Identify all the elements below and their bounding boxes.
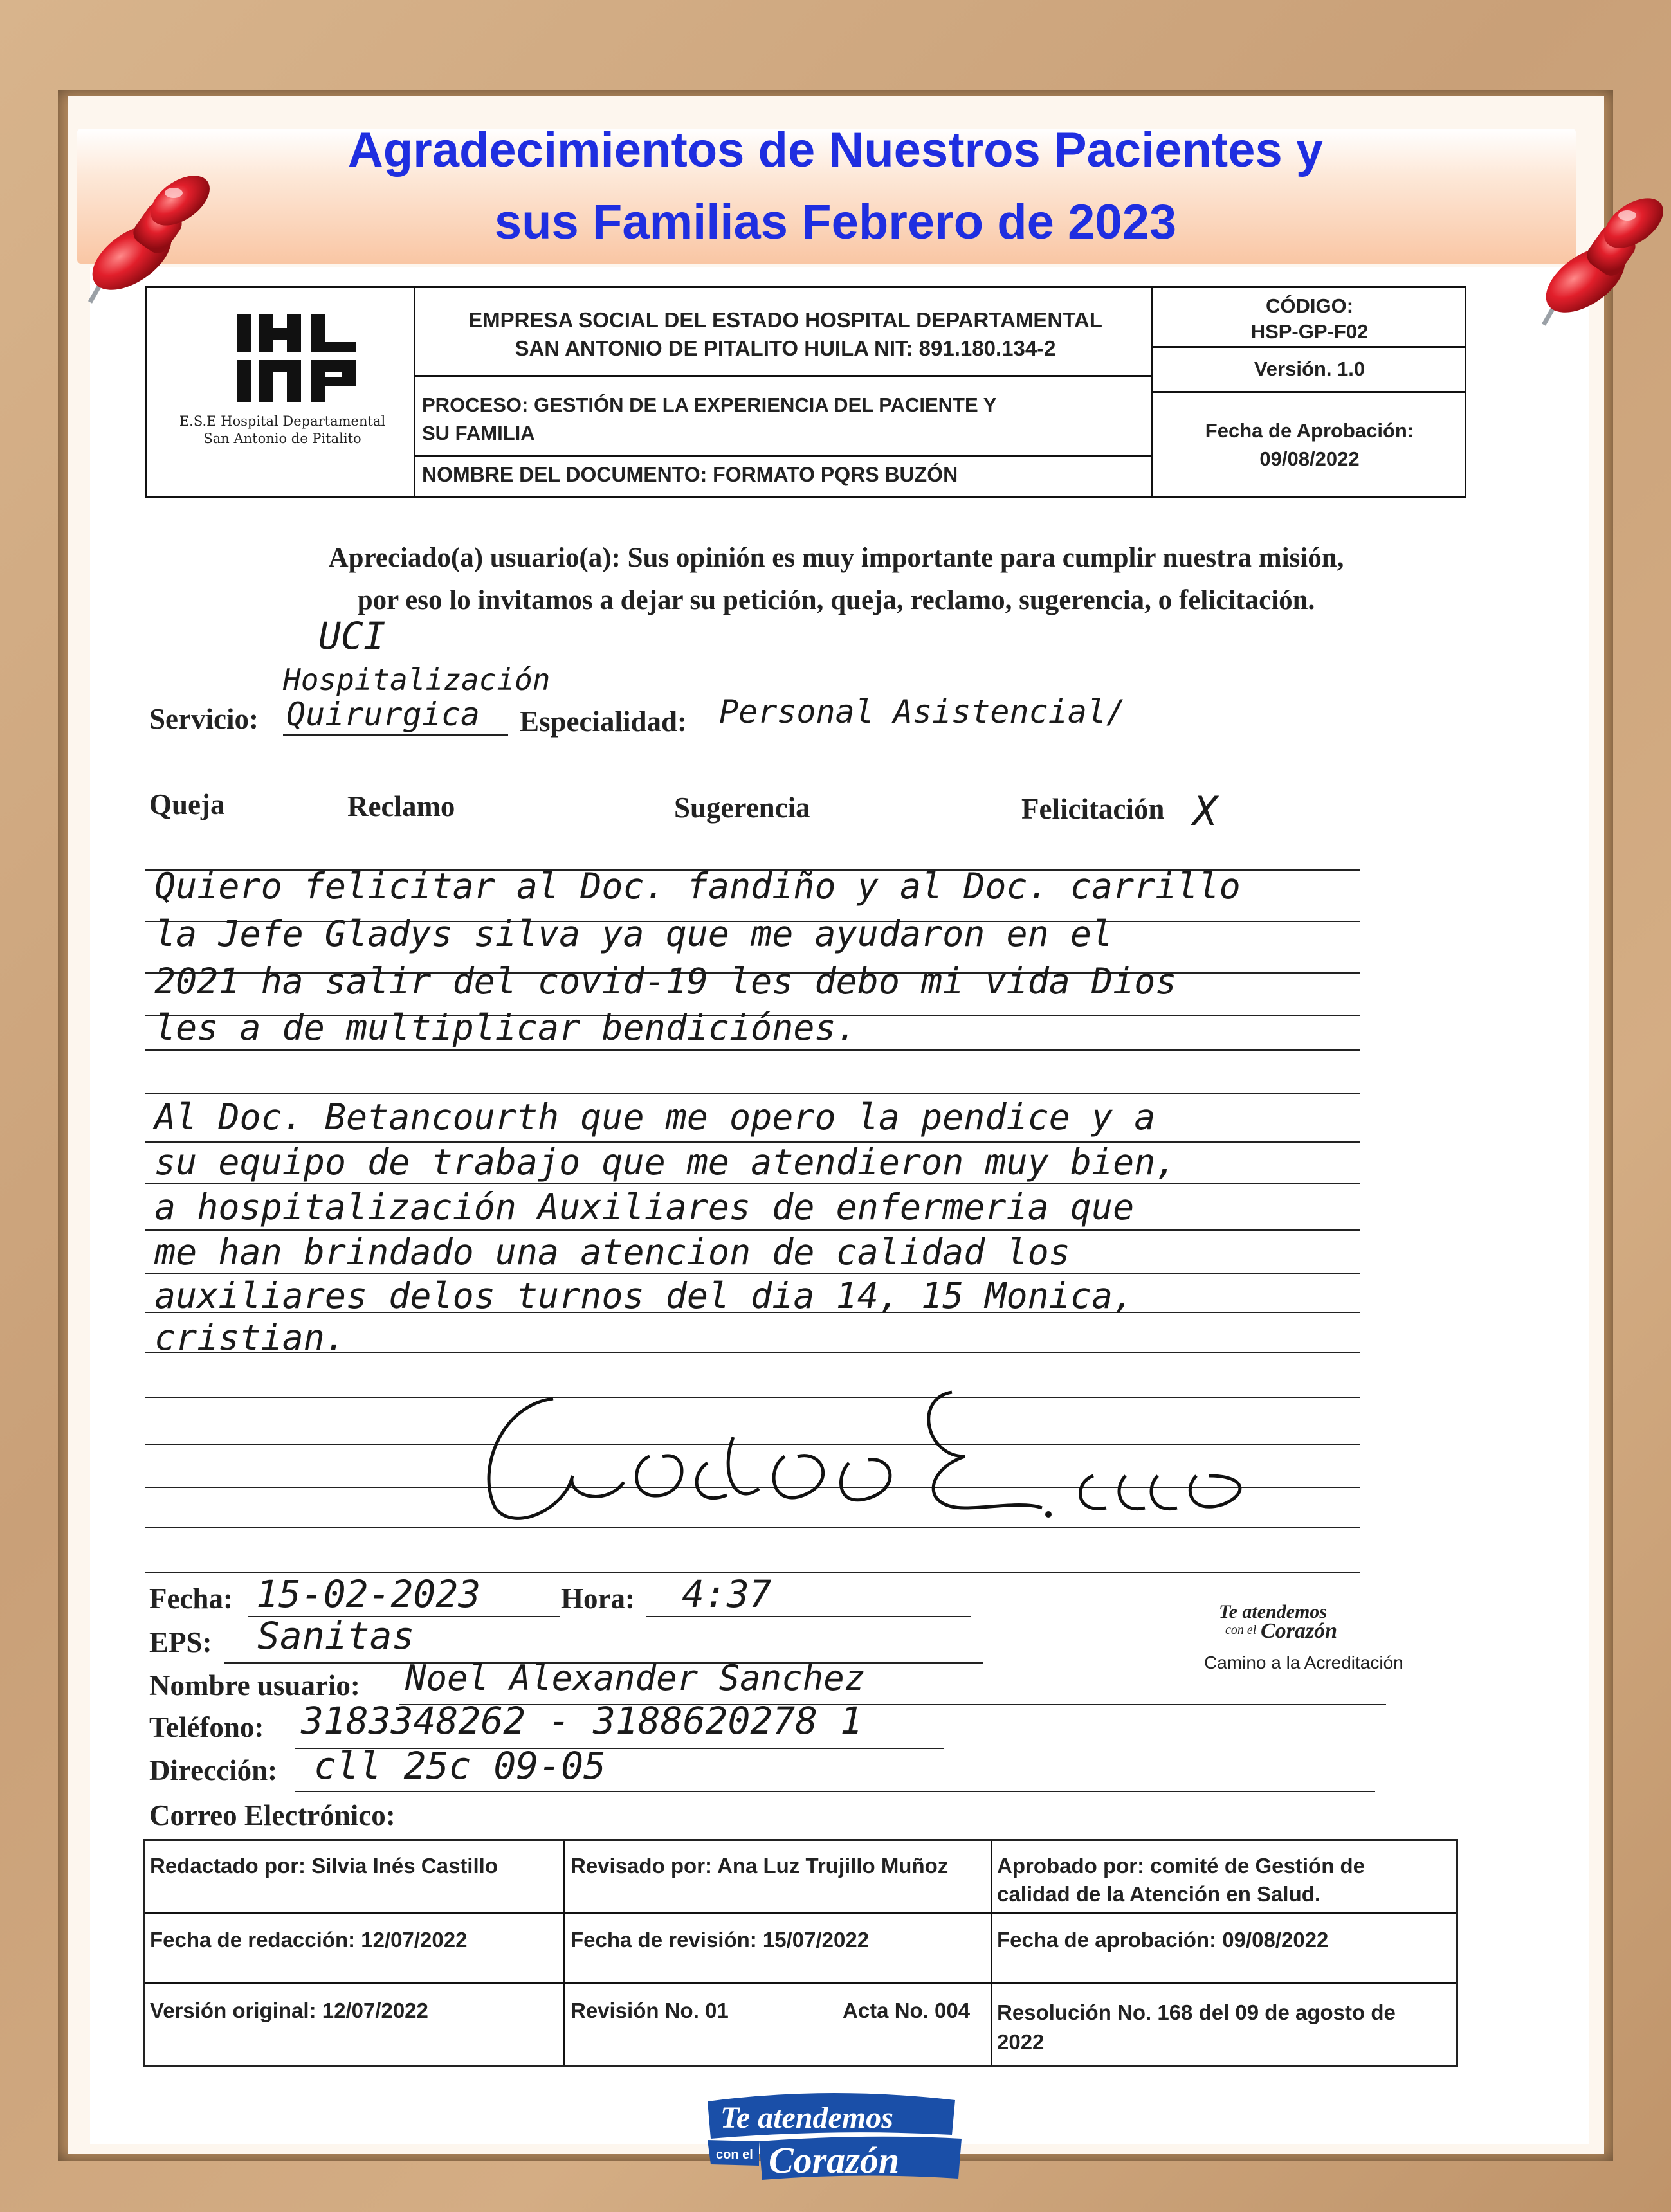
fecha-aprobacion: Fecha de aprobación: 09/08/2022 bbox=[997, 1928, 1329, 1952]
document-header-table bbox=[145, 286, 1466, 498]
brand-line-2a: con el bbox=[1225, 1623, 1257, 1637]
nombre-usuario-value: Noel Alexander Sanchez bbox=[405, 1658, 866, 1698]
fecha-redaccion: Fecha de redacción: 12/07/2022 bbox=[150, 1928, 468, 1952]
message-line-3: 2021 ha salir del covid-19 les debo mi vida Dios bbox=[154, 961, 1177, 1002]
proceso-line-1: PROCESO: GESTIÓN DE LA EXPERIENCIA DEL PACIENTE Y bbox=[422, 394, 997, 416]
servicio-hand-uci: UCI bbox=[318, 614, 386, 658]
codigo-info bbox=[1155, 293, 1464, 345]
servicio-hand-hospitalizacion: Hospitalización bbox=[283, 662, 551, 697]
type-sugerencia: Sugerencia bbox=[674, 792, 810, 824]
brand-line-2b: Corazón bbox=[1261, 1619, 1338, 1643]
logo-line-2b: Corazón bbox=[769, 2139, 900, 2181]
type-queja: Queja bbox=[149, 788, 225, 820]
hora-value: 4:37 bbox=[682, 1572, 772, 1616]
felicitacion-mark: X bbox=[1193, 788, 1218, 835]
message-line-11: cristian. bbox=[154, 1317, 347, 1358]
message-line-8: a hospitalización Auxiliares de enfermeria que bbox=[154, 1186, 1135, 1228]
especialidad-label: Especialidad: bbox=[520, 705, 688, 738]
user-prompt bbox=[116, 537, 1557, 622]
codigo-label: CÓDIGO: bbox=[1265, 295, 1354, 317]
te-atendemos-logo bbox=[698, 2089, 974, 2185]
hora-label: Hora: bbox=[561, 1582, 635, 1615]
aprobado-por-1: Aprobado por: comité de Gestión de bbox=[997, 1854, 1365, 1878]
empresa-line-2: SAN ANTONIO DE PITALITO HUILA NIT: 891.180.134-2 bbox=[515, 336, 1056, 360]
fecha-aprobacion-value: 09/08/2022 bbox=[1259, 448, 1360, 470]
acta-no: Acta No. 004 bbox=[843, 1999, 971, 2022]
message-line-6: Al Doc. Betancourth que me opero la pendice y a bbox=[154, 1096, 1156, 1138]
aprobado-por-2: calidad de la Atención en Salud. bbox=[997, 1882, 1321, 1906]
telefono-value: 3183348262 - 3188620278 1 bbox=[301, 1699, 863, 1743]
title-line-2: sus Familias Febrero de 2023 bbox=[494, 195, 1177, 249]
message-line-9: me han brindado una atencion de calidad los bbox=[154, 1231, 1070, 1273]
logo-subtitle-1: E.S.E Hospital Departamental bbox=[179, 413, 386, 429]
proceso-info bbox=[422, 391, 1149, 448]
telefono-label: Teléfono: bbox=[149, 1711, 264, 1743]
type-felicitacion: Felicitación bbox=[1021, 793, 1165, 825]
proceso-line-2: SU FAMILIA bbox=[422, 422, 535, 444]
empresa-info bbox=[422, 306, 1149, 363]
codigo-value: HSP-GP-F02 bbox=[1250, 320, 1369, 343]
eps-label: EPS: bbox=[149, 1626, 212, 1658]
message-line-7: su equipo de trabajo que me atendieron muy bien, bbox=[154, 1141, 1177, 1183]
correo-label: Correo Electrónico: bbox=[149, 1799, 396, 1831]
resolucion-1: Resolución No. 168 del 09 de agosto de bbox=[997, 2000, 1396, 2024]
brand-line-1: Te atendemos bbox=[1219, 1601, 1328, 1622]
fecha-value: 15-02-2023 bbox=[256, 1572, 481, 1616]
revisado-por: Revisado por: Ana Luz Trujillo Muñoz bbox=[571, 1854, 949, 1878]
brand-line-3: Camino a la Acreditación bbox=[1204, 1653, 1403, 1673]
type-reclamo: Reclamo bbox=[347, 790, 455, 822]
direccion-label: Dirección: bbox=[149, 1754, 278, 1786]
message-line-4: les a de multiplicar bendiciónes. bbox=[154, 1007, 857, 1048]
fecha-aprobacion-header bbox=[1155, 417, 1464, 473]
logo-line-2a: con el bbox=[716, 2148, 753, 2162]
message-line-2: la Jefe Gladys silva ya que me ayudaron en el bbox=[154, 913, 1113, 954]
page-title bbox=[0, 114, 1671, 258]
title-line-1: Agradecimientos de Nuestros Pacientes y bbox=[347, 123, 1324, 177]
redactado-por: Redactado por: Silvia Inés Castillo bbox=[150, 1854, 498, 1878]
hospital-logo bbox=[147, 288, 415, 496]
nombre-documento: NOMBRE DEL DOCUMENTO: FORMATO PQRS BUZÓN bbox=[422, 463, 958, 486]
resolucion-2: 2022 bbox=[997, 2030, 1045, 2054]
especialidad-value: Personal Asistencial/ bbox=[719, 693, 1126, 730]
direccion-value: cll 25c 09-05 bbox=[314, 1744, 606, 1788]
logo-subtitle-2: San Antonio de Pitalito bbox=[203, 431, 361, 446]
logo-line-1: Te atendemos bbox=[720, 2101, 893, 2135]
empresa-line-1: EMPRESA SOCIAL DEL ESTADO HOSPITAL DEPARTAMENTAL bbox=[468, 308, 1102, 332]
message-line-10: auxiliares delos turnos del dia 14, 15 Monica, bbox=[154, 1275, 1135, 1316]
version-label: Versión. 1.0 bbox=[1254, 358, 1365, 380]
approval-footer-table bbox=[143, 1839, 1458, 2067]
servicio-label: Servicio: bbox=[149, 703, 259, 735]
pushpin-right-icon bbox=[1524, 183, 1671, 350]
prompt-line-2: por eso lo invitamos a dejar su petición, queja, reclamo, sugerencia, o felicitación. bbox=[357, 585, 1315, 615]
revision-no: Revisión No. 01 bbox=[571, 1999, 729, 2022]
nombre-usuario-label: Nombre usuario: bbox=[149, 1669, 360, 1701]
signature bbox=[476, 1379, 1338, 1534]
fecha-aprobacion-label: Fecha de Aprobación: bbox=[1205, 419, 1414, 442]
version-original: Versión original: 12/07/2022 bbox=[150, 1999, 428, 2022]
fecha-label: Fecha: bbox=[149, 1582, 233, 1615]
prompt-line-1: Apreciado(a) usuario(a): Sus opinión es muy importante para cumplir nuestra misión, bbox=[328, 543, 1344, 573]
message-line-1: Quiero felicitar al Doc. fandiño y al Doc. carrillo bbox=[154, 866, 1241, 907]
fecha-revision: Fecha de revisión: 15/07/2022 bbox=[571, 1928, 870, 1952]
eps-value: Sanitas bbox=[257, 1614, 415, 1658]
servicio-value: Quirurgica bbox=[286, 696, 480, 733]
